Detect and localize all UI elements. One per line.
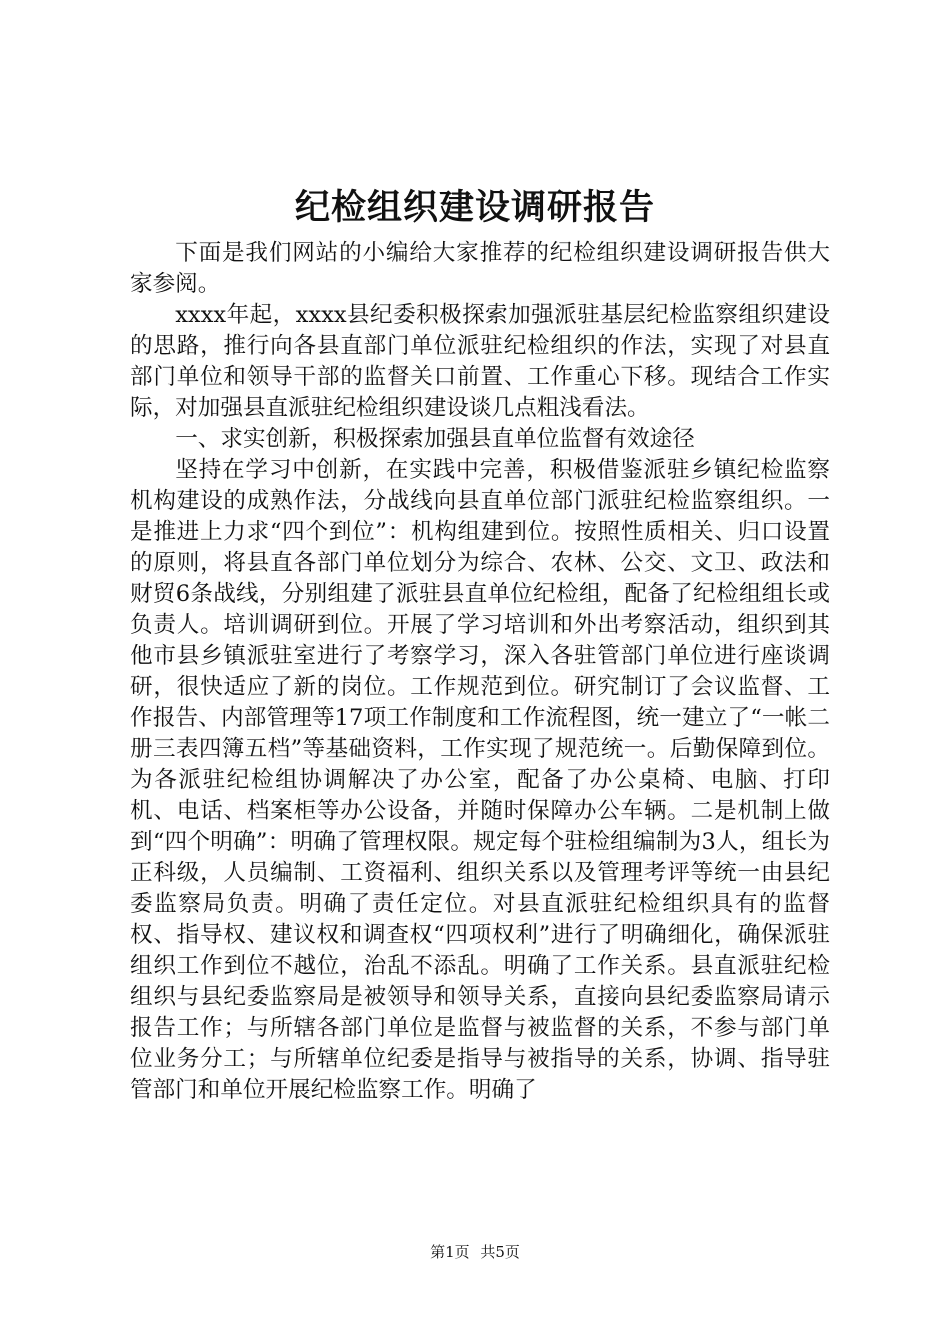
body-paragraph: 坚持在学习中创新，在实践中完善，积极借鉴派驻乡镇纪检监察机构建设的成熟作法，分战线向县直单位部门派驻纪检监察组织。一是推进上力求“四个到位”：机构组建到位。按照性质相关、归口设置的原则，将县直各部门单位划分为综合、农林、公交、文卫、政法和财贸6条战线，分别组建了派驻县直单位纪检组，配备了纪检组组长或负责人。培训调研到位。开展了学习培训和外出考察活动，组织到其他市县乡镇派驻室进行了考察学习，深入各驻管部门单位进行座谈调研，很快适应了新的岗位。工作规范到位。研究制订了会议监督、工作报告、内部管理等17项工作制度和工作流程图，统一建立了“一帐二册三表四簿五档”等基础资料，工作实现了规范统一。后勤保障到位。为各派驻纪检组协调解决了办公室，配备了办公桌椅、电脑、打印机、电话、档案柜等办公设备，并随时保障办公车辆。二是机制上做到“四个明确”：明确了管理权限。规定每个驻检组编制为3人，组长为正科级，人员编制、工资福利、组织关系以及管理考评等统一由县纪委监察局负责。明确了责任定位。对县直派驻纪检组织具有的监督权、指导权、建议权和调查权“四项权利”进行了明确细化，确保派驻组织工作到位不越位，治乱不添乱。明确了工作关系。县直派驻纪检组织与县纪委监察局是被领导和领导关系，直接向县纪委监察局请示报告工作；与所辖各部门单位是监督与被监督的关系，不参与部门单位业务分工；与所辖单位纪委是指导与被指导的关系，协调、指导驻管部门和单位开展纪检监察工作。明确了 — [130, 457, 830, 1103]
document-title: 纪检组织建设调研报告 — [294, 188, 655, 228]
document-body — [130, 238, 830, 1106]
intro-paragraph: 下面是我们网站的小编给大家推荐的纪检组织建设调研报告供大家参阅。 — [130, 240, 830, 297]
background-paragraph: xxxx年起，xxxx县纪委积极探索加强派驻基层纪检监察组织建设的思路，推行向各县直部门单位派驻纪检组织的作法，实现了对县直部门单位和领导干部的监督关口前置、工作重心下移。现结合工作实际，对加强县直派驻纪检组织建设谈几点粗浅看法。 — [130, 302, 830, 421]
page-total: 共5页 — [480, 1243, 520, 1261]
section-heading: 一、求实创新，积极探索加强县直单位监督有效途径 — [175, 426, 695, 452]
page-footer — [0, 1242, 950, 1262]
page-number: 第1页 — [430, 1243, 470, 1261]
